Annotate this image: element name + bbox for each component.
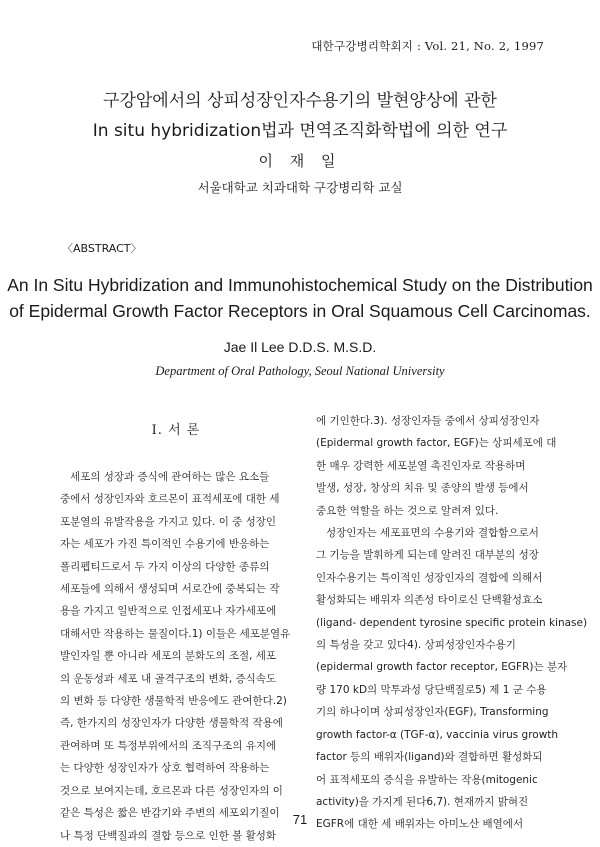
- left-column-text: [60, 466, 292, 847]
- left-column: [60, 410, 292, 847]
- text-line: 의 특성을 갖고 있다4). 상피성장인자수용기: [316, 639, 516, 652]
- text-line: 어 표적세포의 증식을 유발하는 작용(mitogenic: [316, 773, 538, 786]
- text-line: 한 매우 강력한 세포분열 촉진인자로 작용하며: [316, 459, 526, 472]
- text-line: 즉, 한가지의 성장인자가 다양한 생물학적 작용에: [60, 717, 283, 730]
- page-number: 71: [292, 812, 308, 827]
- journal-header: 대한구강병리학회지 : Vol. 21, No. 2, 1997: [311, 39, 544, 53]
- text-line: 세포의 성장과 증식에 관여하는 많은 요소들: [70, 471, 270, 483]
- text-line: (ligand- dependent tyrosine specific protein kinase): [316, 616, 588, 629]
- text-line: 대해서만 작용하는 물질이다.1) 이들은 세포분열유: [60, 627, 291, 640]
- text-line: 나 특정 단백질과의 결합 등으로 인한 볼 활성화: [60, 829, 277, 842]
- english-author: Jae Il Lee D.D.S. M.S.D.: [223, 339, 377, 355]
- text-line: 인자수용기는 특이적인 성장인자의 결합에 의해서: [316, 571, 543, 584]
- text-line: 용을 가지고 일반적으로 인접세포나 자가세포에: [60, 605, 277, 618]
- english-title: [0, 272, 600, 324]
- text-line: 발생, 성장, 창상의 치유 및 종양의 발생 등에서: [316, 482, 529, 495]
- korean-affiliation: 서울대학교 치과대학 구강병리학 교실: [197, 180, 403, 195]
- text-line: 는 다양한 성장인자가 상호 협력하여 작용하는: [60, 762, 270, 775]
- right-column-text: [316, 410, 588, 836]
- text-line: EGFR에 대한 세 배위자는 아미노산 배열에서: [316, 818, 524, 831]
- text-line: 그 기능을 발휘하게 되는데 알려진 대부분의 성장: [316, 549, 539, 562]
- text-line: (Epidermal growth factor, EGF)는 상피세포에 대: [316, 437, 557, 450]
- text-line: 관여하며 또 특정부위에서의 조직구조의 유지에: [60, 739, 277, 752]
- text-line: 같은 특성은 짧은 반감기와 주변의 세포외기질이: [60, 807, 280, 820]
- text-line: 중요한 역할을 하는 것으로 알려져 있다.: [316, 504, 499, 517]
- korean-title: [0, 86, 600, 146]
- text-line: 의 운동성과 세포 내 골격구조의 변화, 증식속도: [60, 672, 277, 685]
- text-line: 발인자일 뿐 아니라 세포의 분화도의 조절, 세포: [60, 650, 277, 663]
- text-line: 세포들에 의해서 생성되며 서로간에 중복되는 작: [60, 583, 280, 596]
- text-line: 것으로 보여지는데, 호르몬과 다른 성장인자의 이: [60, 784, 283, 797]
- text-line: 성장인자는 세포표면의 수용기와 결합함으로서: [326, 527, 539, 540]
- text-line: activity)을 가지게 된다6,7). 현재까지 밝혀진: [316, 795, 529, 808]
- text-line: 에 기인한다.3). 성장인자들 중에서 상피성장인자: [316, 415, 540, 427]
- text-line: factor 등의 배위자(ligand)와 결합하면 활성화되: [316, 751, 543, 764]
- text-line: 폴리펩티드로서 두 가지 이상의 다양한 종류의: [60, 560, 270, 573]
- text-line: 포분열의 유발작용을 가지고 있다. 이 중 성장인: [60, 515, 277, 528]
- section-heading-introduction: I. 서 론: [151, 423, 201, 438]
- english-title-line-2: of Epidermal Growth Factor Receptors in Oral Squamous Cell Carcinomas.: [9, 301, 591, 321]
- text-line: 활성화되는 배위자 의존성 타이로신 단백활성효소: [316, 594, 543, 607]
- english-affiliation: Department of Oral Pathology, Seoul National University: [155, 364, 445, 378]
- text-line: growth factor-α (TGF-α), vaccinia virus growth: [316, 728, 559, 741]
- korean-title-line-2: In situ hybridization법과 면역조직화학법에 의한 연구: [92, 121, 508, 141]
- text-line: (epidermal growth factor receptor, EGFR)는 분자: [316, 661, 568, 674]
- right-column: [316, 410, 588, 836]
- english-title-line-1: An In Situ Hybridization and Immunohistochemical Study on the Distribution: [7, 275, 593, 295]
- text-line: 기의 하나이며 상피성장인자(EGF), Transforming: [316, 706, 549, 719]
- korean-title-line-1: 구강암에서의 상피성장인자수용기의 발현양상에 관한: [103, 91, 497, 111]
- text-line: 의 변화 등 다양한 생물학적 반응에도 관여한다.2): [60, 695, 287, 708]
- text-line: 중에서 성장인자와 호르몬이 표적세포에 대한 세: [60, 493, 280, 506]
- text-line: 자는 세포가 가진 특이적인 수용기에 반응하는: [60, 538, 270, 551]
- korean-author: 이 재 일: [258, 152, 342, 170]
- text-line: 량 170 kD의 막투과성 당단백질로5) 제 1 군 수용: [316, 683, 547, 696]
- abstract-label: 〈ABSTRACT〉: [62, 242, 142, 255]
